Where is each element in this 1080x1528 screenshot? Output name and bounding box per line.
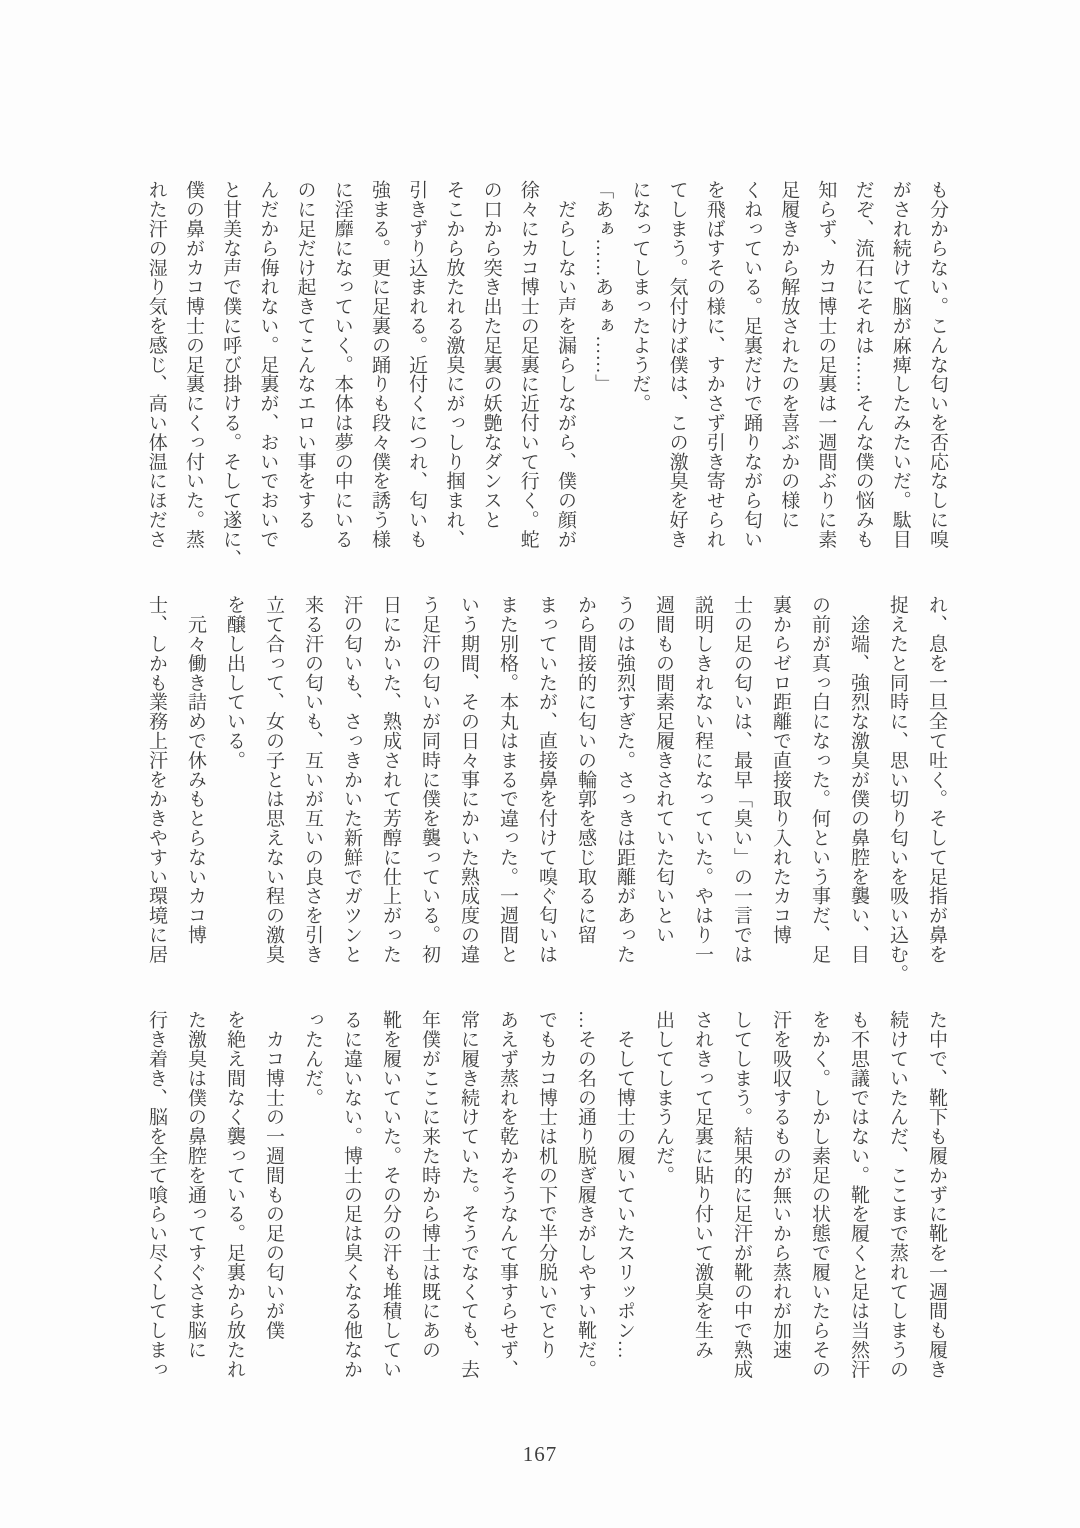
text-column: だらしない声を漏らしながら、僕の顔が [554,180,576,549]
text-column: に淫靡になっていく。本体は夢の中にいる [331,180,353,549]
text-column: のに足だけ起きてこんなエロい事をする [294,180,316,530]
text-column: されきって足裏に貼り付いて激臭を生み [692,1010,713,1360]
text-column: 強まる。更に足裏の踊りも段々僕を誘う様 [368,180,390,549]
text-column: てしまう。気付けば僕は、この激臭を好き [666,180,688,549]
text-column: そして博士の履いていたスリッポン… [614,1010,635,1360]
text-column: いう期間、その日々事にかいた熟成度の違 [458,595,479,964]
text-column: をかく。しかし素足の状態で履いたらその [809,1010,830,1379]
text-column: を醸し出している。 [224,595,245,770]
text-column: の口から突き出た足裏の妖艶なダンスと [480,180,502,530]
text-column: 僕の鼻がカコ博士の足裏にくっ付いた。蒸 [182,180,204,549]
text-column: 来る汗の匂いも、互いが互いの良さを引き [302,595,323,964]
text-column: う足汗の匂いが同時に僕を襲っている。初 [419,595,440,964]
text-column: うのは強烈すぎた。さっきは距離があった [614,595,635,964]
text-column: でもカコ博士は机の下で半分脱いでとり [536,1010,557,1360]
text-column: 元々働き詰めで休みもとらないカコ博 [185,595,206,945]
text-column: 汗を吸収するものが無いから蒸れが加速 [770,1010,791,1360]
text-column: 士の足の匂いは、最早「臭い」の一言では [731,595,752,964]
text-column: た中で、靴下も履かずに靴を一週間も履き [926,1010,947,1379]
text-column: 捉えたと同時に、思い切り匂いを吸い込む。 [887,595,908,983]
text-column: 途端、強烈な激臭が僕の鼻腔を襲い、目 [848,595,869,964]
text-column: になってしまったようだ。 [629,180,651,413]
text-column: 常に履き続けていた。そうでなくても、去 [458,1010,479,1379]
text-column: 裏からゼロ距離で直接取り入れたカコ博 [770,595,791,945]
page-number: 167 [522,1442,558,1466]
text-column: から間接的に匂いの輪郭を感じ取るに留 [575,595,596,945]
text-column: 年僕がここに来た時から博士は既にあの [419,1010,440,1360]
text-column: また別格。本丸はまるで違った。一週間と [497,595,518,964]
text-column: 週間もの間素足履きされていた匂いとい [653,595,674,945]
text-column: 足履きから解放されたのを喜ぶかの様に [778,180,800,530]
text-column: 靴を履いていた。その分の汗も堆積してい [380,1010,401,1379]
text-column: れた汗の湿り気を感じ、高い体温にほださ [145,180,167,549]
text-column: た激臭は僕の鼻腔を通ってすぐさま脳に [185,1010,206,1360]
text-column: も分からない。こんな匂いを否応なしに嗅 [927,180,948,549]
text-column: してしまう。結果的に足汗が靴の中で熟成 [731,1010,752,1379]
text-column: がされ続けて脳が麻痺したみたいだ。駄目 [889,180,911,549]
text-column: 行き着き、脳を全て喰らい尽くしてしまっ [146,1010,167,1379]
text-column: と甘美な声で僕に呼び掛ける。そして遂に、 [220,180,242,568]
text-column: 士、しかも業務上汗をかきやすい環境に居 [146,595,167,964]
text-column: を絶え間なく襲っている。足裏から放たれ [224,1010,245,1379]
text-column: を飛ばすその様に、すかさず引き寄せられ [703,180,725,549]
text-column: そこから放たれる激臭にがっしり掴まれ、 [443,180,465,549]
text-column: まっていたが、直接鼻を付けて嗅ぐ匂いは [536,595,557,964]
text-column: …その名の通り脱ぎ履きがしやすい靴だ。 [575,1010,596,1379]
text-column: 続けていたんだ、ここまで蒸れてしまうの [887,1010,908,1379]
text-column: 出してしまうんだ。 [653,1010,674,1185]
text-column: るに違いない。博士の足は臭くなる他なか [341,1010,362,1379]
text-band-2 [137,595,956,983]
text-column: カコ博士の一週間もの足の匂いが僕 [263,1010,284,1340]
text-column: 知らず、カコ博士の足裏は一週間ぶりに素 [815,180,837,549]
text-column: 説明しきれない程になっていた。やはり一 [692,595,713,964]
text-column: 汗の匂いも、さっきかいた新鮮でガツンと [341,595,362,964]
text-column: 引きずり込まれる。近付くにつれ、匂いも [406,180,428,549]
text-column: れ、息を一旦全て吐く。そして足指が鼻を [926,595,947,964]
text-column: だぞ、流石にそれは……そんな僕の悩みも [852,180,874,549]
text-content [137,180,956,1382]
text-column: 徐々にカコ博士の足裏に近付いて行く。蛇 [517,180,539,549]
text-column: 立て合って、女の子とは思えない程の激臭 [263,595,284,964]
text-column: 日にかいた、熟成されて芳醇に仕上がった [380,595,401,964]
text-column: 「あぁ……あぁぁ……」 [592,180,614,394]
text-band-3 [137,1010,956,1382]
text-column: あえず蒸れを乾かそうなんて事すらせず、 [497,1010,518,1379]
text-column: んだから侮れない。足裏が、おいでおいで [257,180,279,549]
text-column: くねっている。足裏だけで踊りながら匂い [740,180,762,549]
text-column: の前が真っ白になった。何という事だ、足 [809,595,830,964]
text-band-1 [138,180,956,568]
text-column: も不思議ではない。靴を履くと足は当然汗 [848,1010,869,1379]
text-column: ったんだ。 [302,1010,323,1107]
